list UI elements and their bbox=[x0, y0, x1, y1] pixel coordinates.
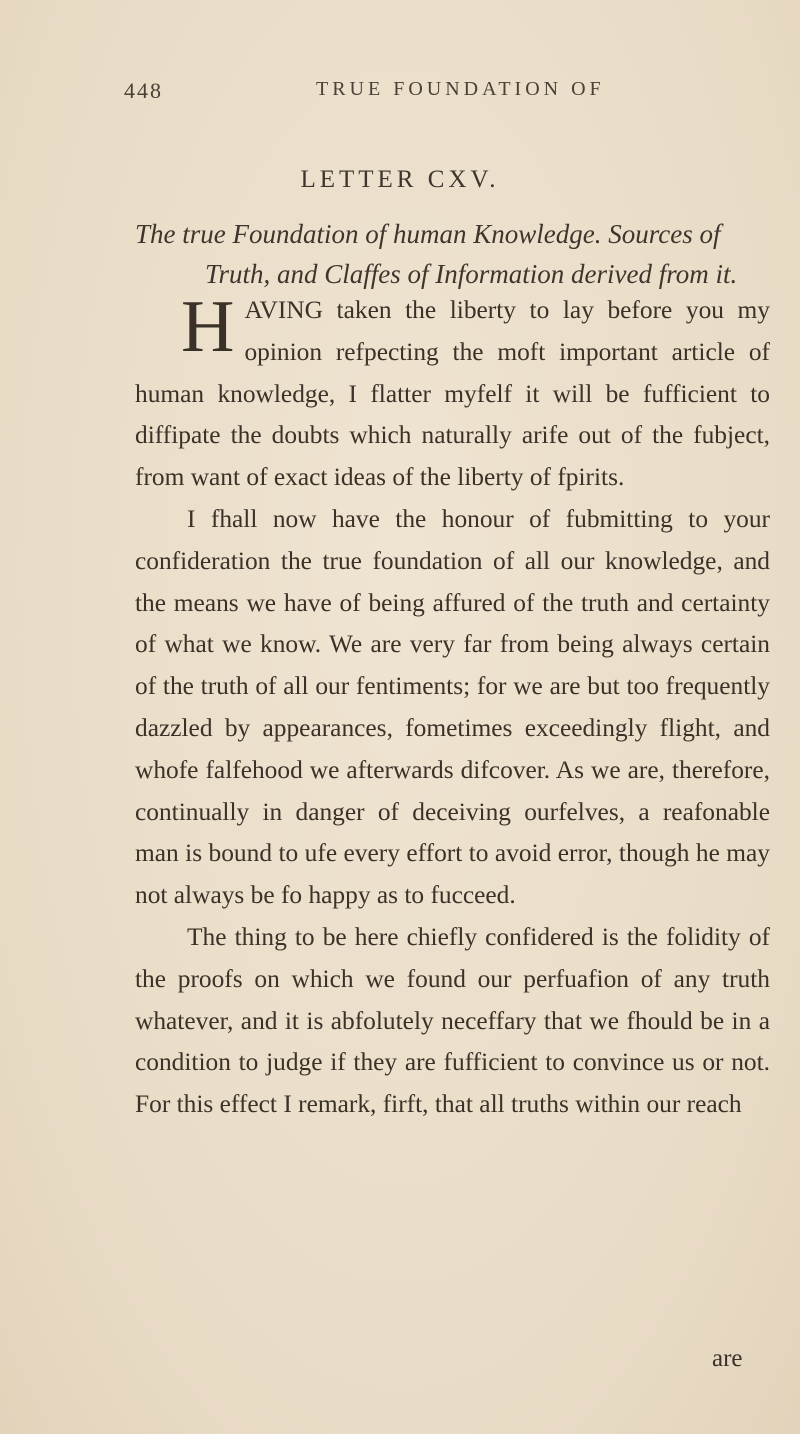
paragraph-3: The thing to be here chiefly confidered is the folidity of the proofs on which we found our perfuafion of any truth whatever, and it is abfolutely neceffary that we fhould be in a condition to judge if they are fufficient to convince us or not. For this effect I remark, firft, that all truths within our reach bbox=[135, 922, 770, 1119]
body-text bbox=[135, 286, 770, 1126]
running-title: TRUE FOUNDATION OF bbox=[316, 78, 605, 100]
paragraph-1 bbox=[135, 286, 770, 499]
paragraph-1-text: taken the liberty to lay before you my opinion refpecting the moft important article of human knowledge, I flatter myfelf it will be fufficient to diffipate the doubts which naturally arife out of the fubject, from want of exact ideas of the liberty of fpirits. bbox=[135, 296, 770, 492]
catchword: are bbox=[712, 1345, 743, 1372]
subtitle-line-1: The true Foundation of human Knowledge. Sources of bbox=[135, 219, 721, 249]
page-number: 448 bbox=[124, 78, 163, 103]
letter-subtitle bbox=[135, 214, 775, 294]
drop-cap: H bbox=[181, 286, 235, 368]
first-word-rest: AVING bbox=[244, 296, 323, 324]
paragraph-2: I fhall now have the honour of fubmitting to your confideration the true foundation of all our knowledge, and the means we have of being affured of the truth and certainty of what we know. We are very far from being always certain of the truth of all our fentiments; for we are but too frequently dazzled by appearances, fometimes exceedingly flight, and whofe falfehood we afterwards difcover. As we are, therefore, continually in danger of deceiving ourfelves, a reafonable man is bound to ufe every effort to avoid error, though he may not always be fo happy as to fucceed. bbox=[135, 504, 770, 910]
running-head bbox=[0, 78, 800, 108]
subtitle-line-2: Truth, and Claffes of Information derived from it. bbox=[205, 259, 738, 289]
letter-heading: LETTER CXV. bbox=[300, 166, 500, 193]
